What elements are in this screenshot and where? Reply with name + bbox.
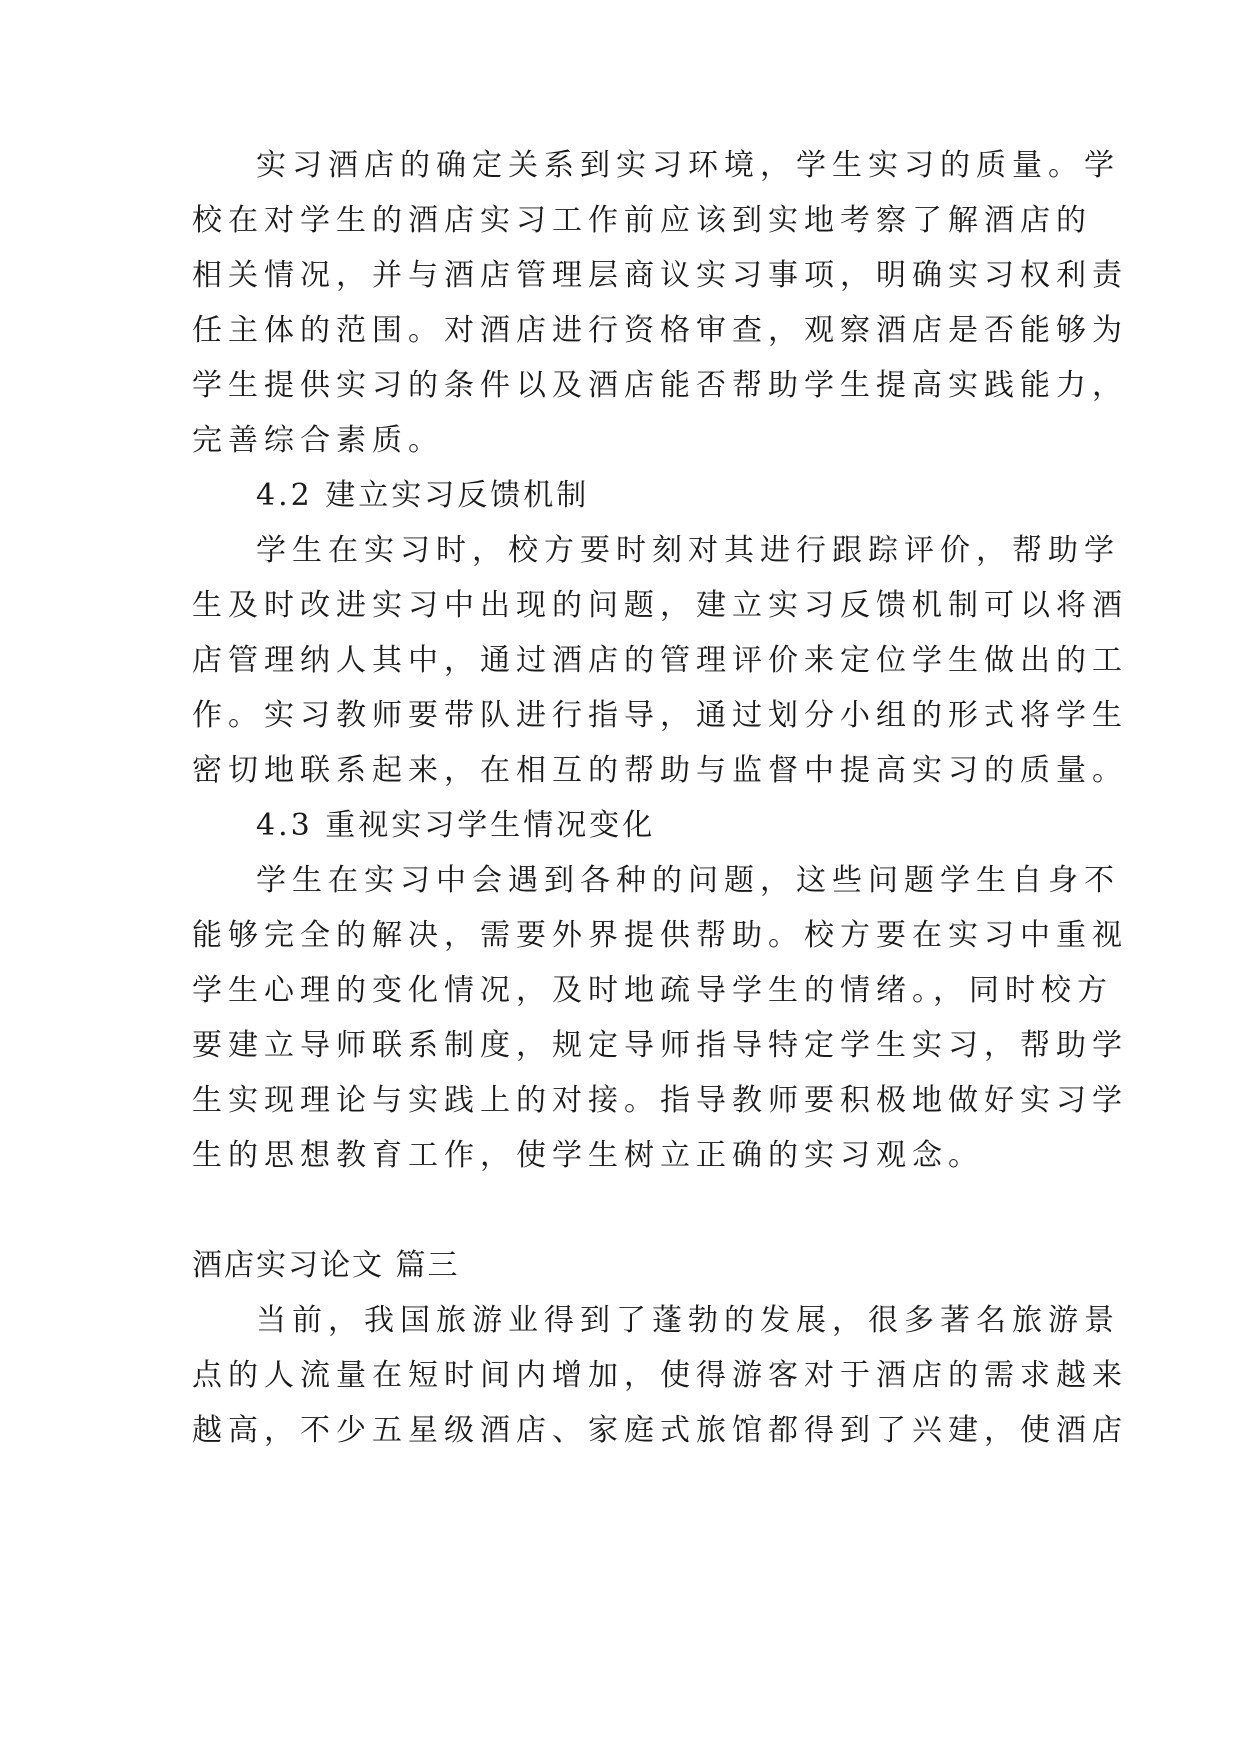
section-heading-4-2: 4.2 建立实习反馈机制 (256, 478, 590, 513)
section-title: 酒店实习论文 篇三 (192, 1248, 460, 1283)
paragraph-3-line-5: 生实现理论与实践上的对接。指导教师要积极地做好实习学 (192, 1083, 1128, 1118)
paragraph-1-line-5: 学生提供实习的条件以及酒店能否帮助学生提高实践能力， (192, 368, 1128, 403)
paragraph-1-line-4: 任主体的范围。对酒店进行资格审查，观察酒店是否能够为 (192, 313, 1128, 348)
paragraph-2-line-2: 生及时改进实习中出现的问题，建立实习反馈机制可以将酒 (192, 588, 1128, 623)
section-heading-4-3: 4.3 重视实习学生情况变化 (256, 808, 656, 843)
paragraph-2-line-1: 学生在实习时，校方要时刻对其进行跟踪评价，帮助学 (256, 533, 1120, 568)
paragraph-4-line-3: 越高，不少五星级酒店、家庭式旅馆都得到了兴建，使酒店 (192, 1413, 1128, 1448)
paragraph-3-line-1: 学生在实习中会遇到各种的问题，这些问题学生自身不 (256, 863, 1120, 898)
paragraph-2-line-3: 店管理纳人其中，通过酒店的管理评价来定位学生做出的工 (192, 643, 1128, 678)
paragraph-4-line-2: 点的人流量在短时间内增加，使得游客对于酒店的需求越来 (192, 1358, 1128, 1393)
paragraph-4-line-1: 当前，我国旅游业得到了蓬勃的发展，很多著名旅游景 (256, 1303, 1120, 1338)
paragraph-1-line-3: 相关情况，并与酒店管理层商议实习事项，明确实习权利责 (192, 258, 1128, 293)
paragraph-3-line-3: 学生心理的变化情况，及时地疏导学生的情绪。，同时校方 (192, 973, 1113, 1008)
paragraph-1-line-2: 校在对学生的酒店实习工作前应该到实地考察了解酒店的 (192, 203, 1092, 238)
paragraph-3-line-4: 要建立导师联系制度，规定导师指导特定学生实习，帮助学 (192, 1028, 1128, 1063)
paragraph-3-line-6: 生的思想教育工作，使学生树立正确的实习观念。 (192, 1138, 984, 1173)
paragraph-2-line-4: 作。实习教师要带队进行指导，通过划分小组的形式将学生 (192, 698, 1128, 733)
paragraph-1-line-1: 实习酒店的确定关系到实习环境，学生实习的质量。学 (256, 148, 1120, 183)
paragraph-1-line-6: 完善综合素质。 (192, 423, 444, 458)
paragraph-2-line-5: 密切地联系起来，在相互的帮助与监督中提高实习的质量。 (192, 753, 1128, 788)
paragraph-3-line-2: 能够完全的解决，需要外界提供帮助。校方要在实习中重视 (192, 918, 1128, 953)
